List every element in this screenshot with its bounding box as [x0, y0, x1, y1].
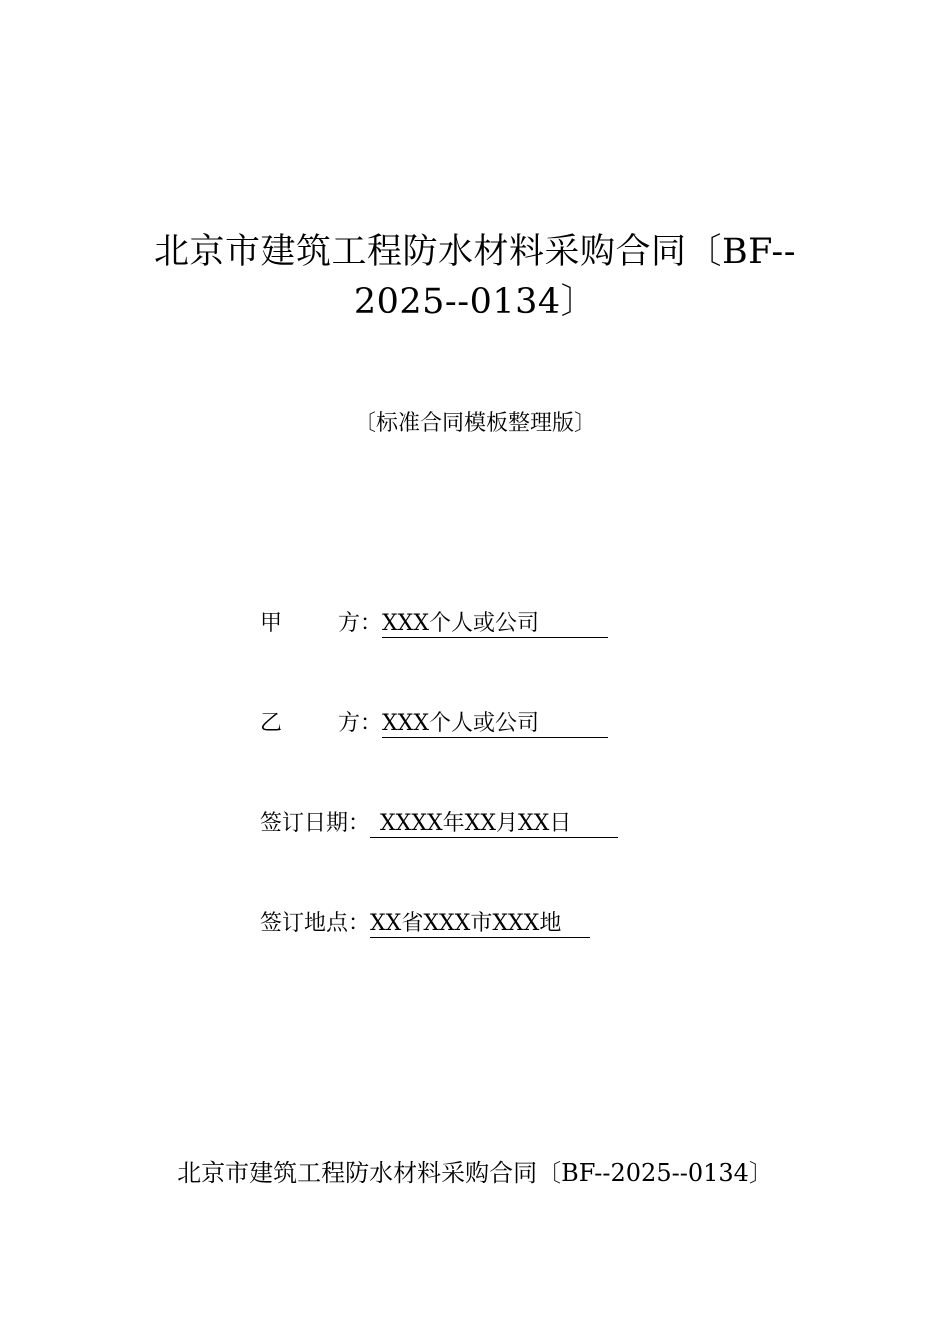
party-b-label-char: 乙: [260, 711, 283, 736]
party-b-label-suffix: 方：: [338, 711, 383, 736]
party-a-label-char: 甲: [260, 611, 283, 636]
sign-date-label: 签订日期：: [260, 811, 371, 836]
party-b-field: [260, 708, 608, 740]
contract-title-line-1: 北京市建筑工程防水材料采购合同〔BF--: [153, 232, 797, 272]
sign-place-value: XX省XXX市XXX地: [370, 911, 590, 938]
party-b-value: XXX个人或公司: [382, 711, 608, 738]
party-a-value: XXX个人或公司: [382, 611, 608, 638]
sign-date-value: XXXX年XX月XX日: [370, 811, 618, 838]
sign-date-field: [260, 808, 618, 840]
party-a-label-suffix: 方：: [338, 611, 383, 636]
footer-contract-title: 北京市建筑工程防水材料采购合同〔BF--2025--0134〕: [177, 1159, 773, 1187]
contract-title-line-2: 2025--0134〕: [353, 282, 597, 322]
party-a-field: [260, 608, 608, 640]
sign-place-field: [260, 908, 590, 940]
sign-place-label: 签订地点：: [260, 911, 371, 936]
contract-subtitle: 〔标准合同模板整理版〕: [353, 411, 596, 436]
